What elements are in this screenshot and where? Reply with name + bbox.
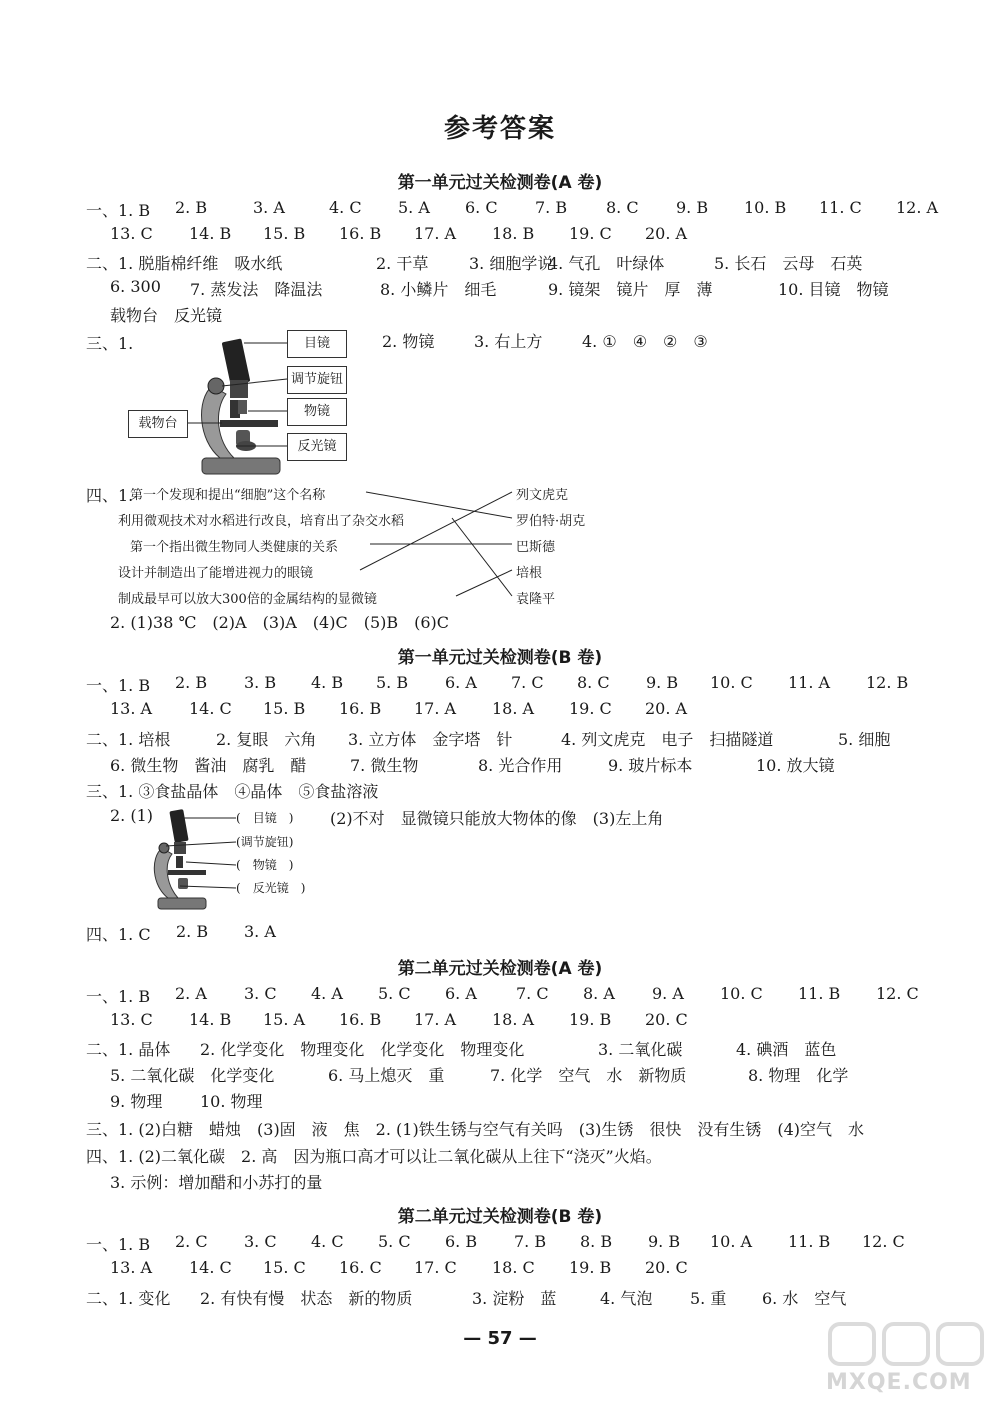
- part3-answer: 4. ① ④ ② ③: [582, 332, 708, 351]
- watermark-badge-icon: [826, 1318, 994, 1370]
- mc-answer: 8. B: [580, 1232, 613, 1251]
- fill-answer: 2. 有快有慢 状态 新的物质: [200, 1289, 413, 1308]
- mc-answer: 4. C: [311, 1232, 344, 1251]
- fill-answer: 2. 干草: [376, 254, 429, 273]
- fill-answer: 2. 化学变化 物理变化 化学变化 物理变化: [200, 1040, 525, 1059]
- mc-answer: 15. C: [263, 1258, 306, 1277]
- mc-row: [86, 1258, 986, 1282]
- mc-answer: 8. C: [577, 673, 610, 692]
- mc-answer: 20. A: [645, 224, 688, 243]
- part3-q1: 三、1. ③食盐晶体 ④晶体 ⑤食盐溶液: [86, 782, 379, 801]
- fill-row: [86, 1286, 986, 1310]
- fill-answer: 10. 放大镜: [756, 756, 835, 775]
- mc-answer: 15. B: [263, 224, 306, 243]
- mc-answer: 14. B: [189, 224, 232, 243]
- fill-answer: 6. 马上熄灭 重: [328, 1066, 445, 1085]
- label-text: 反光镜: [252, 881, 289, 895]
- match-right-item: 巴斯德: [516, 540, 556, 555]
- mc-answer: 14. C: [189, 1258, 232, 1277]
- part3-answer: 2. 物镜: [382, 332, 435, 351]
- section-heading-unit1-a: 第一单元过关检测卷(A 卷): [397, 173, 603, 193]
- mc-answer: 19. C: [569, 699, 612, 718]
- mc-answer: 20. A: [645, 699, 688, 718]
- mc-answer: 11. A: [788, 673, 831, 692]
- fill-answer: 3. 二氧化碳: [598, 1040, 683, 1059]
- mc-answer: 2. B: [175, 673, 208, 692]
- label-adjust-knob: 调节旋钮: [287, 366, 347, 394]
- label-text: 目镜: [252, 811, 277, 825]
- mc-answer: 19. C: [569, 224, 612, 243]
- label-stage: 载物台: [128, 410, 188, 438]
- part3-label: 三、1.: [86, 334, 134, 353]
- mc-answer: 11. C: [819, 198, 862, 217]
- mc-answer: 3. C: [244, 1232, 277, 1251]
- match-left-item: 利用微观技术对水稻进行改良，培育出了杂交水稻: [118, 514, 405, 529]
- mc-answer: 13. C: [110, 224, 153, 243]
- fill-answer: 5. 重: [690, 1289, 727, 1308]
- mc-answer: 15. B: [263, 699, 306, 718]
- mc-answer: 16. B: [339, 224, 382, 243]
- part4-row: [86, 922, 386, 946]
- part4-q3-answer: 3. 示例：增加醋和小苏打的量: [110, 1173, 323, 1192]
- mc-answer: 11. B: [788, 1232, 831, 1251]
- fill-answer: 二、1. 培根: [86, 730, 171, 749]
- mc-answer: 6. B: [445, 1232, 478, 1251]
- mc-answer: 12. C: [876, 984, 919, 1003]
- mc-answer: 6. A: [445, 984, 477, 1003]
- part4-answer: 3. A: [244, 922, 276, 941]
- mc-answer: 3. A: [253, 198, 285, 217]
- label-mirror: 反光镜: [287, 433, 347, 461]
- part4-label: 四、1.: [86, 486, 134, 505]
- small-label-objective: ( 物镜 ): [236, 858, 294, 872]
- page-title: 参考答案: [443, 114, 556, 144]
- mc-answer: 3. B: [244, 673, 277, 692]
- mc-answer: 20. C: [645, 1010, 688, 1029]
- fill-answer: 5. 二氧化碳 化学变化: [110, 1066, 275, 1085]
- mc-answer: 10. A: [710, 1232, 753, 1251]
- fill-answer: 7. 化学 空气 水 新物质: [490, 1066, 687, 1085]
- mc-answer: 16. C: [339, 1258, 382, 1277]
- fill-answer: 2. 复眼 六角: [216, 730, 317, 749]
- fill-answer: 6. 300: [110, 277, 161, 296]
- part3-answer: 3. 右上方: [474, 332, 543, 351]
- mc-answer: 17. C: [414, 1258, 457, 1277]
- mc-answer: 12. C: [862, 1232, 905, 1251]
- match-left-item: 设计并制造出了能增进视力的眼镜: [118, 566, 314, 581]
- mc-answer: 7. B: [535, 198, 568, 217]
- watermark-logo: [826, 1318, 994, 1400]
- part3-q2-prefix: 2. (1): [110, 806, 154, 825]
- mc-answer: 8. C: [606, 198, 639, 217]
- match-right-item: 罗伯特·胡克: [516, 514, 586, 529]
- fill-answer: 8. 光合作用: [478, 756, 563, 775]
- fill-answer: 8. 小鳞片 细毛: [380, 280, 497, 299]
- mc-row: [86, 984, 986, 1008]
- fill-answer: 二、1. 变化: [86, 1289, 171, 1308]
- fill-answer: 7. 微生物: [350, 756, 419, 775]
- mc-answer: 14. B: [189, 1010, 232, 1029]
- label-text: 物镜: [252, 858, 277, 872]
- match-right-item: 袁隆平: [516, 592, 556, 607]
- small-label-adjust-knob: (调节旋钮): [236, 835, 294, 849]
- fill-answer: 7. 蒸发法 降温法: [190, 280, 323, 299]
- mc-answer: 4. C: [329, 198, 362, 217]
- mc-answer: 13. C: [110, 1010, 153, 1029]
- fill-answer: 6. 水 空气: [762, 1289, 847, 1308]
- page-number: — 57 —: [463, 1328, 537, 1349]
- mc-answer: 19. B: [569, 1010, 612, 1029]
- mc-answer: 18. C: [492, 1258, 535, 1277]
- part4-q2: 2. (1)38 ℃ (2)A (3)A (4)C (5)B (6)C: [110, 613, 450, 632]
- small-label-mirror: ( 反光镜 ): [236, 881, 306, 895]
- label-eyepiece: 目镜: [287, 330, 347, 358]
- mc-answer: 6. A: [445, 673, 477, 692]
- mc-answer: 9. B: [676, 198, 709, 217]
- mc-answer: 5. B: [376, 673, 409, 692]
- section-heading-unit2-b: 第二单元过关检测卷(B 卷): [397, 1207, 603, 1227]
- part4-q1-answer: 四、1. (2)二氧化碳 2. 高 因为瓶口高才可以让二氧化碳从上往下“浇灭”火焰。: [86, 1147, 662, 1166]
- match-left-item: 第一个发现和提出“细胞”这个名称: [130, 488, 326, 503]
- mc-answer: 18. A: [492, 699, 535, 718]
- mc-answer: 一、1. B: [86, 1235, 151, 1254]
- fill-answer: 5. 细胞: [838, 730, 891, 749]
- mc-answer: 19. B: [569, 1258, 612, 1277]
- mc-answer: 12. A: [896, 198, 939, 217]
- fill-answer: 9. 物理: [110, 1092, 163, 1111]
- mc-answer: 9. A: [652, 984, 684, 1003]
- watermark-text: MXQE.COM: [826, 1370, 972, 1395]
- mc-answer: 11. B: [798, 984, 841, 1003]
- mc-answer: 5. C: [378, 1232, 411, 1251]
- mc-answer: 3. C: [244, 984, 277, 1003]
- small-label-eyepiece: ( 目镜 ): [236, 811, 294, 825]
- section-heading-unit1-b: 第一单元过关检测卷(B 卷): [397, 648, 603, 668]
- mc-answer: 7. C: [511, 673, 544, 692]
- fill-answer: 5. 长石 云母 石英: [714, 254, 863, 273]
- part3-q2-answer: (2)不对 显微镜只能放大物体的像 (3)左上角: [330, 809, 664, 828]
- mc-answer: 13. A: [110, 1258, 153, 1277]
- mc-answer: 15. A: [263, 1010, 306, 1029]
- fill-answer: 3. 淀粉 蓝: [472, 1289, 557, 1308]
- match-left-item: 第一个指出微生物同人类健康的关系: [130, 540, 339, 555]
- mc-answer: 4. B: [311, 673, 344, 692]
- mc-answer: 17. A: [414, 1010, 457, 1029]
- fill-answer: 3. 细胞学说: [469, 254, 554, 273]
- mc-answer: 13. A: [110, 699, 153, 718]
- fill-answer: 4. 气泡: [600, 1289, 653, 1308]
- match-left-item: 制成最早可以放大300倍的金属结构的显微镜: [118, 592, 377, 607]
- mc-answer: 20. C: [645, 1258, 688, 1277]
- section-heading-unit2-a: 第二单元过关检测卷(A 卷): [397, 959, 603, 979]
- fill-answer: 9. 镜架 镜片 厚 薄: [548, 280, 713, 299]
- mc-answer: 10. C: [710, 673, 753, 692]
- mc-row: [86, 1010, 986, 1034]
- mc-answer: 7. B: [514, 1232, 547, 1251]
- fill-row: [110, 1089, 510, 1113]
- mc-answer: 9. B: [648, 1232, 681, 1251]
- fill-answer: 8. 物理 化学: [748, 1066, 849, 1085]
- mc-answer: 12. B: [866, 673, 909, 692]
- fill-answer: 4. 列文虎克 电子 扫描隧道: [561, 730, 774, 749]
- match-right-item: 培根: [516, 566, 543, 581]
- part4-answer: 2. B: [176, 922, 209, 941]
- fill-answer: 3. 立方体 金字塔 针: [348, 730, 513, 749]
- fill-answer: 二、1. 晶体: [86, 1040, 171, 1059]
- mc-answer: 一、1. B: [86, 201, 151, 220]
- fill-answer: 10. 物理: [200, 1092, 263, 1111]
- mc-answer: 18. A: [492, 1010, 535, 1029]
- mc-answer: 6. C: [465, 198, 498, 217]
- mc-answer: 9. B: [646, 673, 679, 692]
- mc-answer: 7. C: [516, 984, 549, 1003]
- fill-answer: 4. 气孔 叶绿体: [548, 254, 665, 273]
- mc-answer: 5. C: [378, 984, 411, 1003]
- mc-answer: 16. B: [339, 1010, 382, 1029]
- part4-answer: 四、1. C: [86, 925, 151, 944]
- mc-answer: 14. C: [189, 699, 232, 718]
- fill-answer: 二、1. 脱脂棉纤维 吸水纸: [86, 254, 283, 273]
- mc-answer: 18. B: [492, 224, 535, 243]
- mc-answer: 2. C: [175, 1232, 208, 1251]
- mc-answer: 8. A: [583, 984, 615, 1003]
- mc-answer: 一、1. B: [86, 987, 151, 1006]
- mc-answer: 17. A: [414, 224, 457, 243]
- fill-answer: 10. 目镜 物镜: [778, 280, 889, 299]
- mc-answer: 4. A: [311, 984, 343, 1003]
- fill-answer: 载物台 反光镜: [110, 306, 223, 325]
- mc-answer: 2. A: [175, 984, 207, 1003]
- mc-answer: 一、1. B: [86, 676, 151, 695]
- match-right-item: 列文虎克: [516, 488, 569, 503]
- mc-answer: 5. A: [398, 198, 430, 217]
- mc-answer: 16. B: [339, 699, 382, 718]
- label-objective: 物镜: [287, 398, 347, 426]
- mc-answer: 10. C: [720, 984, 763, 1003]
- part3-answer: 三、1. (2)白糖 蜡烛 (3)固 液 焦 2. (1)铁生锈与空气有关吗 (3)生锈 很快 没有生锈 (4)空气 水: [86, 1120, 865, 1139]
- mc-answer: 2. B: [175, 198, 208, 217]
- mc-row: [86, 1232, 986, 1256]
- label-text: 调节旋钮: [240, 835, 289, 849]
- fill-answer: 6. 微生物 酱油 腐乳 醋: [110, 756, 307, 775]
- fill-row: [110, 1063, 990, 1087]
- mc-answer: 17. A: [414, 699, 457, 718]
- mc-answer: 10. B: [744, 198, 787, 217]
- fill-row: [86, 1037, 986, 1061]
- fill-answer: 9. 玻片标本: [608, 756, 693, 775]
- fill-answer: 4. 碘酒 蓝色: [736, 1040, 837, 1059]
